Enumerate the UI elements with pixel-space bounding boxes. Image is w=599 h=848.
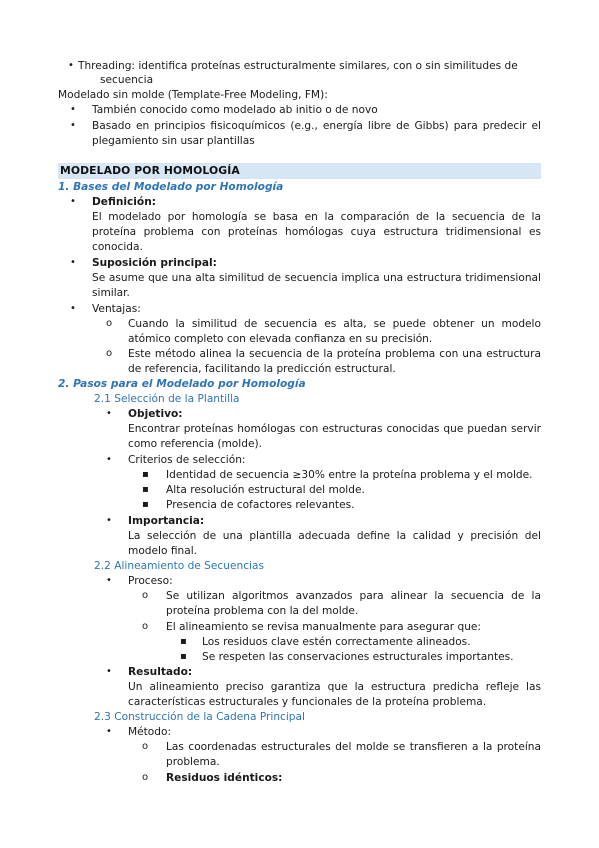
process-label: Proceso: (128, 575, 173, 587)
method-label: Método: (128, 726, 172, 738)
advantages-label: Ventajas: (92, 303, 141, 315)
criteria-label: Criterios de selección: (128, 454, 246, 466)
result-label: Resultado: (128, 666, 193, 678)
assumption-label: Suposición principal: (92, 257, 217, 269)
square-glyph: ▪ (142, 499, 149, 510)
bullet-glyph: • (106, 408, 112, 419)
process-2a: Los residuos clave estén correctamente alineados. (202, 636, 471, 648)
bullet-glyph: • (70, 196, 76, 207)
method-1: Las coordenadas estructurales del molde se transfieren a la proteína problema. (166, 741, 541, 768)
heading-template: 2.1 Selección de la Plantilla (94, 393, 240, 405)
heading-steps: 2. Pasos para el Modelado por Homología (58, 378, 306, 390)
threading-line-2: secuencia (100, 74, 154, 86)
result-text: Un alineamiento preciso garantiza que la estructura predicha refleje las características estructurales y funcionales de la proteína problema. (128, 681, 541, 708)
bullet-glyph: • (106, 454, 112, 465)
circle-glyph: o (106, 318, 113, 329)
bullet-glyph: • (106, 726, 112, 737)
process-1: Se utilizan algoritmos avanzados para alinear la secuencia de la proteína problema con la del molde. (166, 590, 541, 617)
square-glyph: ▪ (180, 651, 187, 662)
process-2: El alineamiento se revisa manualmente para asegurar que: (166, 621, 481, 633)
criteria-3: Presencia de cofactores relevantes. (166, 499, 355, 511)
heading-backbone: 2.3 Construcción de la Cadena Principal (94, 711, 305, 723)
section-title: MODELADO POR HOMOLOGÍA (60, 164, 240, 177)
definition-label: Definición: (92, 196, 156, 208)
circle-glyph: o (106, 348, 113, 359)
method-2-label: Residuos idénticos: (166, 772, 283, 784)
fm-title: Modelado sin molde (Template-Free Modeling, FM): (58, 89, 328, 101)
criteria-2: Alta resolución estructural del molde. (166, 484, 365, 496)
section-heading-band (58, 163, 541, 179)
circle-glyph: o (142, 590, 149, 601)
bullet-glyph: • (106, 575, 112, 586)
process-2b: Se respeten las conservaciones estructurales importantes. (202, 651, 514, 663)
importance-label: Importancia: (128, 515, 205, 527)
bullet-glyph: • (106, 515, 112, 526)
square-glyph: ▪ (142, 469, 149, 480)
circle-glyph: o (142, 741, 149, 752)
bullet-glyph: • (106, 666, 112, 677)
heading-alignment: 2.2 Alineamiento de Secuencias (94, 560, 264, 572)
circle-glyph: o (142, 772, 149, 783)
bullet-glyph: • (70, 104, 76, 115)
heading-bases: 1. Bases del Modelado por Homología (58, 181, 284, 193)
definition-text: El modelado por homología se basa en la comparación de la secuencia de la proteína problema con proteínas homólogas cuya estructura tridimensional es conocida. (92, 211, 541, 253)
objective-label: Objetivo: (128, 408, 183, 420)
objective-text: Encontrar proteínas homólogas con estructuras conocidas que puedan servir como referencia (molde). (128, 423, 541, 450)
circle-glyph: o (142, 621, 149, 632)
fm-bullet-1: También conocido como modelado ab initio o de novo (92, 104, 378, 116)
fm-bullet-2: Basado en principios fisicoquímicos (e.g., energía libre de Gibbs) para predecir el plegamiento sin usar plantillas (92, 120, 541, 147)
bullet-glyph: • (70, 257, 76, 268)
criteria-1: Identidad de secuencia ≥30% entre la proteína problema y el molde. (166, 469, 533, 481)
bullet-glyph: • (68, 60, 74, 71)
assumption-text: Se asume que una alta similitud de secuencia implica una estructura tridimensional similar. (92, 272, 541, 299)
advantage-1: Cuando la similitud de secuencia es alta, se puede obtener un modelo atómico completo con elevada confianza en su precisión. (128, 318, 541, 345)
importance-text: La selección de una plantilla adecuada define la calidad y precisión del modelo final. (128, 530, 541, 557)
advantage-2: Este método alinea la secuencia de la proteína problema con una estructura de referencia, facilitando la predicción estructural. (128, 348, 541, 375)
bullet-glyph: • (70, 120, 76, 131)
square-glyph: ▪ (142, 484, 149, 495)
threading-line: Threading: identifica proteínas estructuralmente similares, con o sin similitudes de (78, 60, 518, 72)
square-glyph: ▪ (180, 636, 187, 647)
bullet-glyph: • (70, 303, 76, 314)
